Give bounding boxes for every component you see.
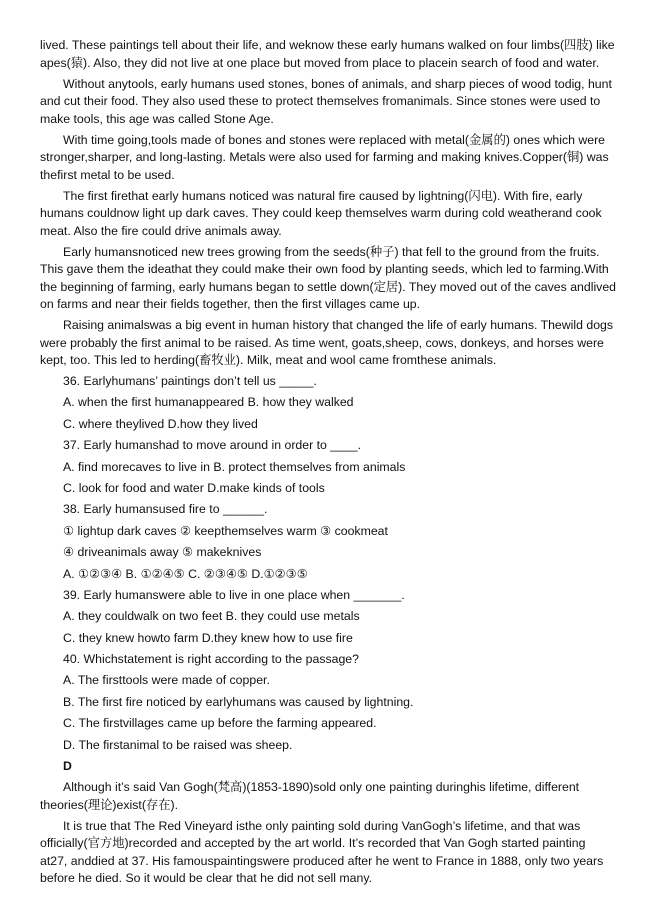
question-38: 38. Early humansused fire to ______. (63, 502, 268, 517)
passage-paragraph-continued: lived. These paintings tell about their life, and weknow these early humans walked on four limbs(四肢) like apes(猿). Also, they did not live at one place but moved from place to placein search of food and water. (40, 38, 615, 70)
question-39-options-cd: C. they knew howto farm D.they knew how to use fire (63, 630, 353, 645)
document-page (40, 37, 616, 891)
passage-paragraph-fire: The first firethat early humans noticed was natural fire caused by lightning(闪电). With fire, early humans couldnow light up dark caves. They could keep themselves warm during cold weatherand cook meat. Also the fire could drive animals away. (40, 188, 602, 238)
question-40-option-a: A. The firsttools were made of copper. (63, 673, 270, 688)
passage-paragraph-metal: With time going,tools made of bones and stones were replaced with metal(金属的) ones which were stronger,sharper, and long-lasting. Metals were also used for farming and making knives.Copper(铜) was thefirst metal to be used. (40, 132, 609, 182)
passage-paragraph-tools: Without anytools, early humans used stones, bones of animals, and sharp pieces of wood todig, hunt and cut their food. They also used these to protect themselves fromanimals. Since stones were used to make tools, this age was called Stone Age. (40, 76, 612, 126)
question-37-options-cd: C. look for food and water D.make kinds of tools (63, 480, 325, 495)
question-37: 37. Early humanshad to move around in order to ____. (63, 438, 362, 453)
question-39: 39. Early humanswere able to live in one place when _______. (63, 587, 405, 602)
question-39-options-ab: A. they couldwalk on two feet B. they could use metals (63, 609, 360, 624)
question-38-items-2: ④ driveanimals away ⑤ makeknives (63, 545, 262, 560)
question-40-option-c: C. The firstvillages came up before the farming appeared. (63, 716, 377, 731)
passage-paragraph-animals: Raising animalswas a big event in human history that changed the life of early humans. Thewild dogs were probably the first animal to be raised. As time went, goats,sheep, cows, donkeys, and horses were kept, too. This led to herding(畜牧业). Milk, meat and wool came fromthese animals. (40, 318, 614, 367)
passage-d-paragraph-2: It is true that The Red Vineyard isthe only painting sold during VanGogh’s lifetime, and that was officially(官方地)recorded and accepted by the art world. It’s recorded that Van Gogh started painting at27, anddied at 37. His famouspaintingswere produced after he went to France in 1888, only two years before he died. So it would be clear that he did not sell many. (40, 818, 604, 886)
question-36-options-cd: C. where theylived D.how they lived (63, 416, 258, 431)
question-40: 40. Whichstatement is right according to the passage? (63, 652, 359, 667)
section-heading-d: D (63, 759, 72, 774)
passage-paragraph-farming: Early humansnoticed new trees growing from the seeds(种子) that fell to the ground from the fruits. This gave them the ideathat they could make their own food by planting seeds, which led to farming.With the beginning of farming, early humans began to settle down(定居). They moved out of the caves andlived on farms and near their fields together, then the first villages came up. (40, 244, 617, 311)
question-38-items-1: ① lightup dark caves ② keepthemselves warm ③ cookmeat (63, 523, 388, 538)
question-38-options: A. ①②③④ B. ①②④⑤ C. ②③④⑤ D.①②③⑤ (63, 566, 308, 581)
question-36-options-ab: A. when the first humanappeared B. how they walked (63, 395, 354, 410)
question-37-options-ab: A. find morecaves to live in B. protect themselves from animals (63, 459, 406, 474)
question-40-option-d: D. The firstanimal to be raised was sheep. (63, 737, 293, 752)
question-40-option-b: B. The first fire noticed by earlyhumans was caused by lightning. (63, 694, 414, 709)
passage-d-paragraph-1: Although it’s said Van Gogh(梵高)(1853-1890)sold only one painting duringhis lifetime, different theories(理论)exist(存在). (40, 780, 580, 812)
question-36: 36. Earlyhumans’ paintings don’t tell us _____. (63, 374, 317, 388)
